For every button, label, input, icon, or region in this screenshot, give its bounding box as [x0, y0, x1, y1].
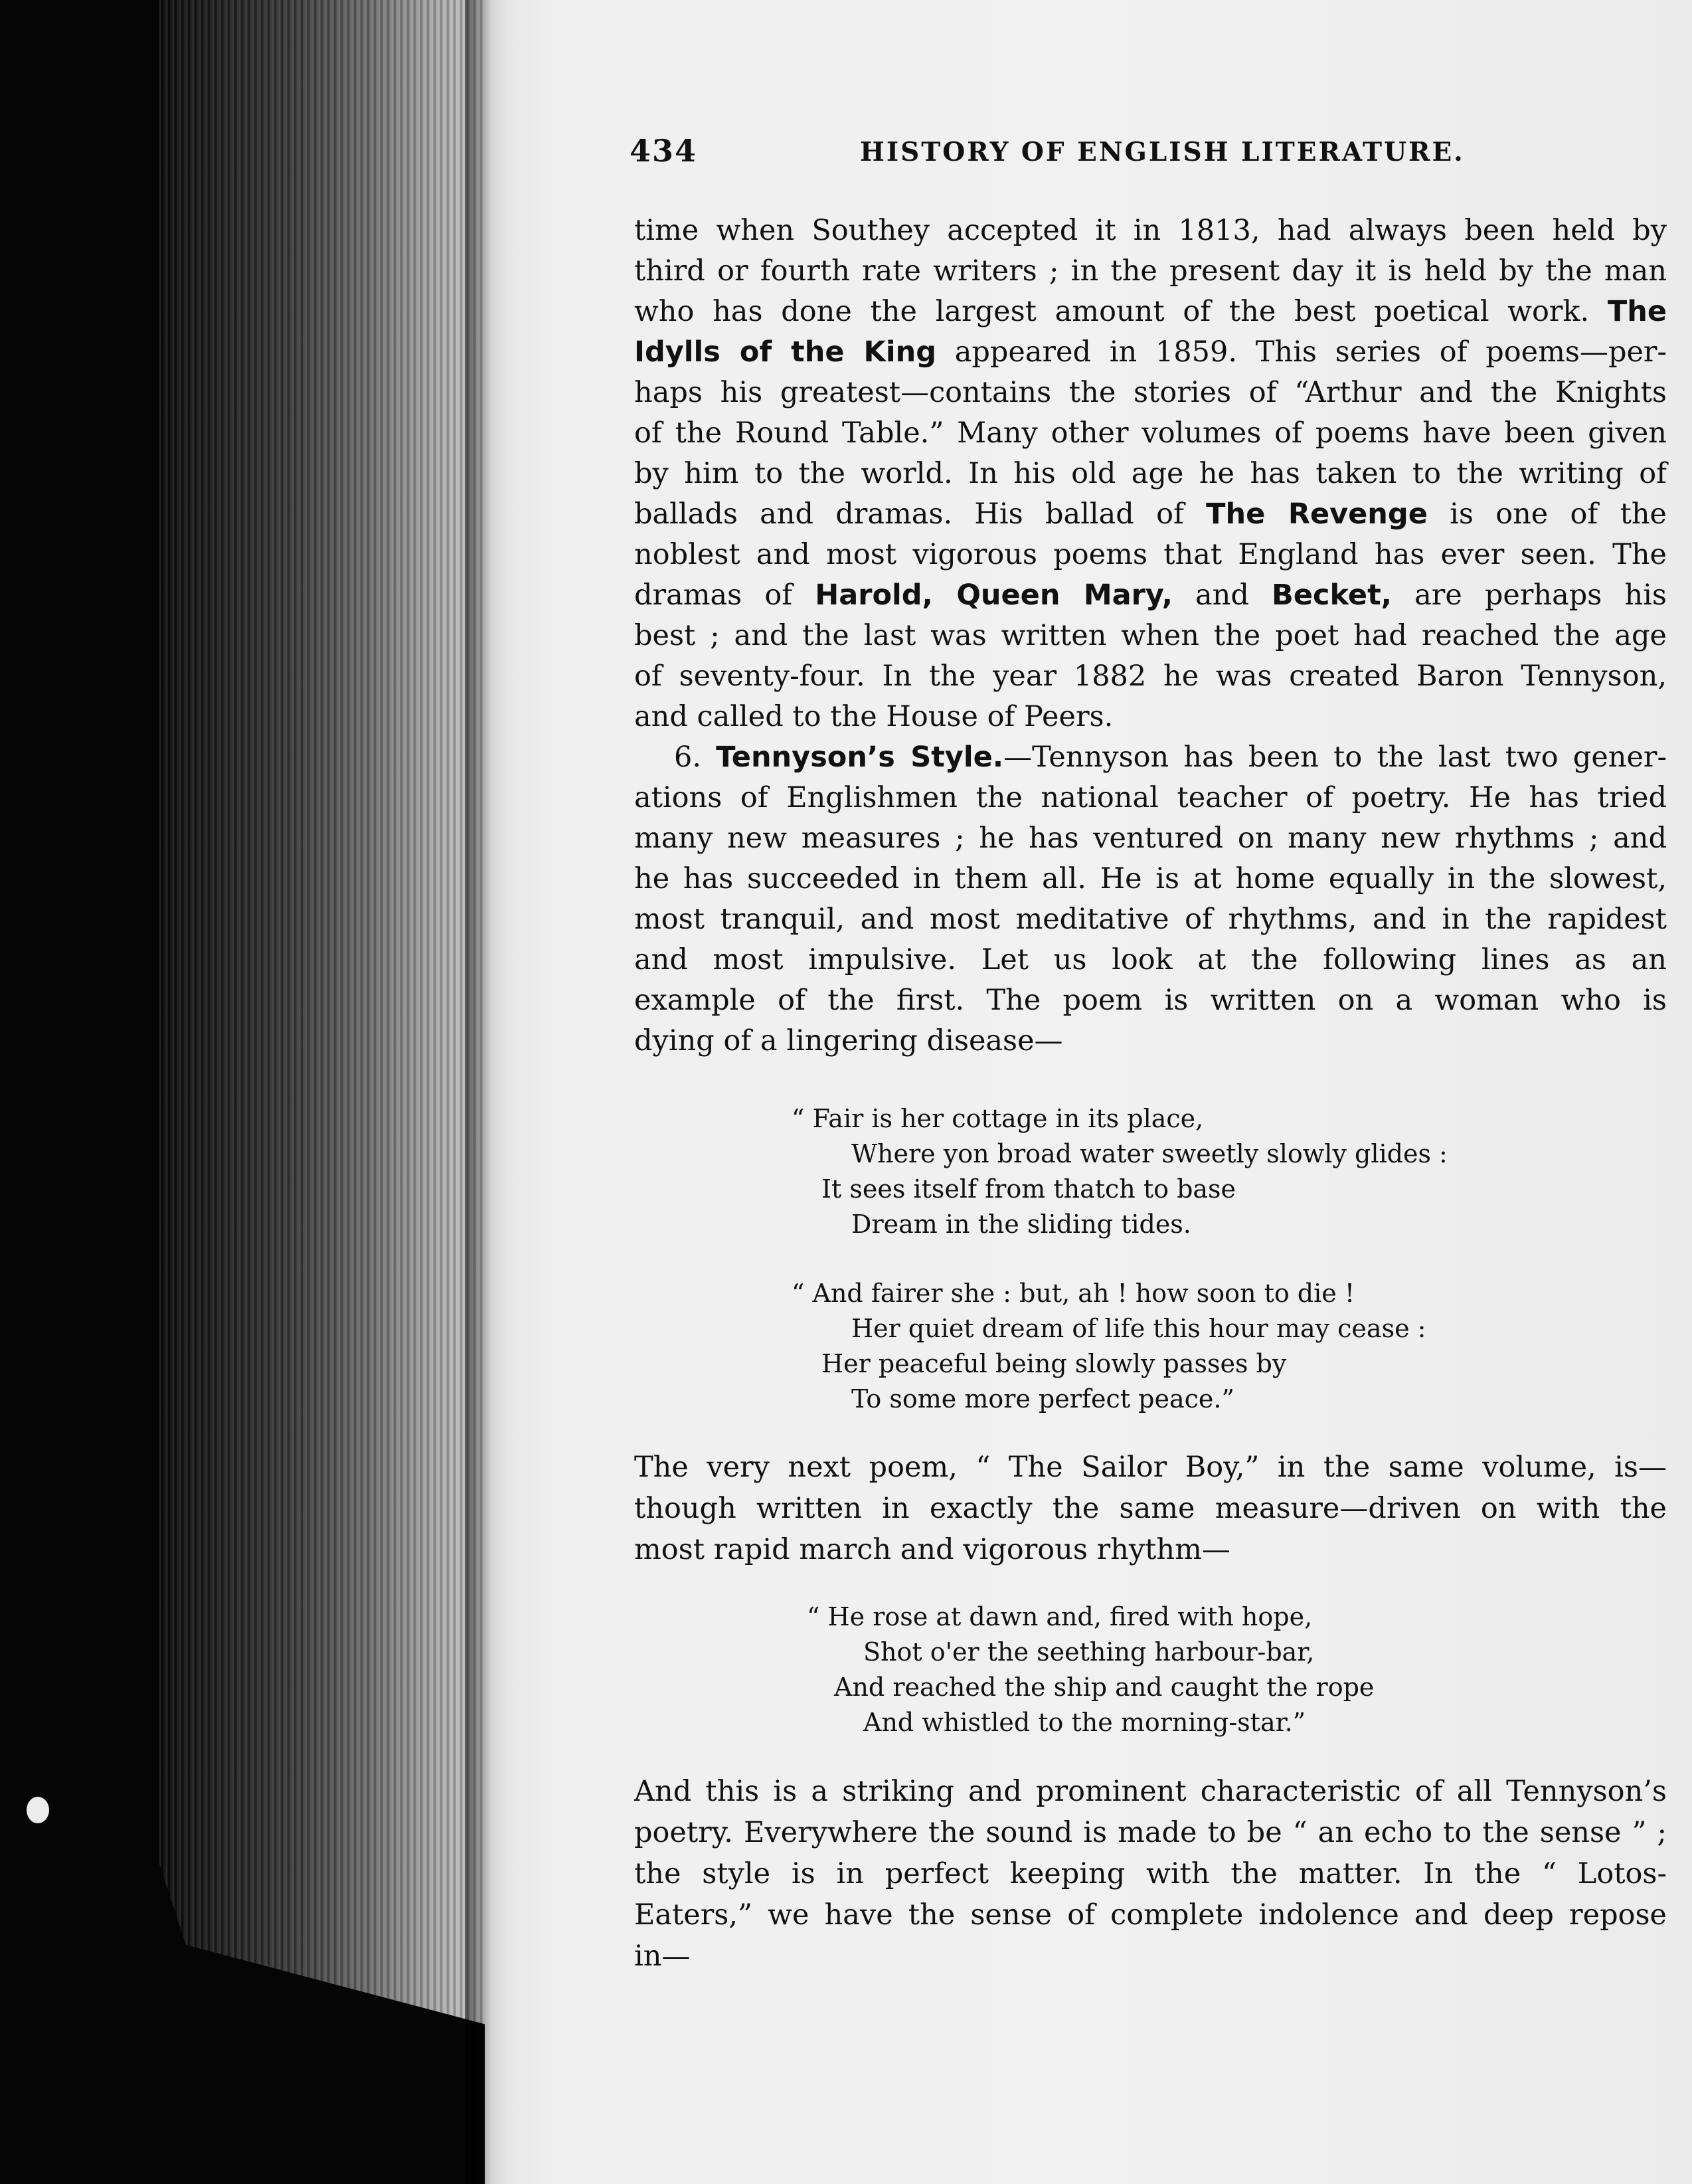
poem-line: Her peaceful being slowly passes by — [821, 1349, 1287, 1378]
text-line: The very next poem, “ The Sailor Boy,” in the same volume, is— — [634, 1451, 1667, 1484]
gutter-shadow — [465, 0, 491, 2184]
text-line: many new measures ; he has ventured on many new rhythms ; and — [634, 822, 1667, 855]
poem-line: And whistled to the morning-star.” — [863, 1708, 1306, 1737]
text-line: of the Round Table.” Many other volumes of poems have been given — [634, 416, 1667, 450]
text-line: most rapid march and vigorous rhythm— — [634, 1533, 1230, 1566]
text-line: noblest and most vigorous poems that England has ever seen. The — [634, 538, 1667, 571]
text-line: and most impulsive. Let us look at the following lines as an — [634, 943, 1667, 976]
text-line: most tranquil, and most meditative of rhythms, and in the rapidest — [634, 903, 1667, 936]
poem-line: It sees itself from thatch to base — [821, 1174, 1236, 1204]
poem-line: To some more perfect peace.” — [851, 1384, 1234, 1413]
text-line: in— — [634, 1940, 691, 1973]
poem-line: Shot o'er the seething harbour-bar, — [863, 1637, 1315, 1667]
text-line: ations of Englishmen the national teacher of poetry. He has tried — [634, 781, 1667, 814]
poem-line: Her quiet dream of life this hour may cease : — [851, 1314, 1426, 1343]
text-line: third or fourth rate writers ; in the present day it is held by the man — [634, 254, 1667, 288]
page-number: 434 — [630, 133, 698, 169]
poem-line: “ Fair is her cottage in its place, — [792, 1104, 1204, 1133]
text-line: though written in exactly the same measure—driven on with the — [634, 1492, 1667, 1525]
poem-line: “ And fairer she : but, ah ! how soon to die ! — [792, 1279, 1355, 1308]
text-line: the style is in perfect keeping with the matter. In the “ Lotos- — [634, 1857, 1667, 1890]
text-line: ballads and dramas. His ballad of The Revenge is one of the — [634, 498, 1667, 531]
text-line: example of the first. The poem is written on a woman who is — [634, 984, 1667, 1017]
poem-line: Dream in the sliding tides. — [851, 1210, 1191, 1239]
text-line: time when Southey accepted it in 1813, had always been held by — [634, 214, 1667, 247]
text-line: best ; and the last was written when the poet had reached the age — [634, 619, 1667, 652]
section-heading: Tennyson’s Style. — [716, 741, 1004, 774]
text-line: he has succeeded in them all. He is at home equally in the slowest, — [634, 862, 1667, 895]
section-heading-line: 6. Tennyson’s Style.—Tennyson has been to the last two gener- — [674, 741, 1667, 774]
book-title: Becket, — [1272, 579, 1392, 612]
section-number: 6. — [674, 741, 702, 774]
text-line: poetry. Everywhere the sound is made to be “ an echo to the sense ” ; — [634, 1816, 1667, 1849]
text-line: who has done the largest amount of the best poetical work. The — [634, 295, 1667, 328]
text-line: of seventy-four. In the year 1882 he was created Baron Tennyson, — [634, 660, 1667, 693]
stacked-page-edges — [159, 0, 491, 2026]
poem-line: “ He rose at dawn and, fired with hope, — [807, 1602, 1313, 1631]
book-title: The Revenge — [1206, 498, 1428, 531]
text-line: and called to the House of Peers. — [634, 700, 1114, 733]
text-line: Eaters,” we have the sense of complete indolence and deep repose — [634, 1898, 1667, 1932]
text-line: by him to the world. In his old age he has taken to the writing of — [634, 457, 1667, 490]
text-line: dying of a lingering disease— — [634, 1024, 1063, 1057]
text-line: Idylls of the King appeared in 1859. This series of poems—per- — [634, 335, 1667, 369]
dust-speck — [27, 1797, 49, 1823]
poem-line: And reached the ship and caught the rope — [834, 1673, 1375, 1702]
text-line: haps his greatest—contains the stories of “Arthur and the Knights — [634, 376, 1667, 409]
text-line: And this is a striking and prominent characteristic of all Tennyson’s — [634, 1775, 1667, 1808]
book-title: Idylls of the King — [634, 335, 936, 369]
text-line: dramas of Harold, Queen Mary, and Becket, are perhaps his — [634, 579, 1667, 612]
book-title-fragment: The — [1607, 295, 1667, 328]
book-title: Harold, Queen Mary, — [815, 579, 1173, 612]
running-title: HISTORY OF ENGLISH LITERATURE. — [860, 137, 1465, 167]
poem-line: Where yon broad water sweetly slowly glides : — [851, 1139, 1448, 1168]
